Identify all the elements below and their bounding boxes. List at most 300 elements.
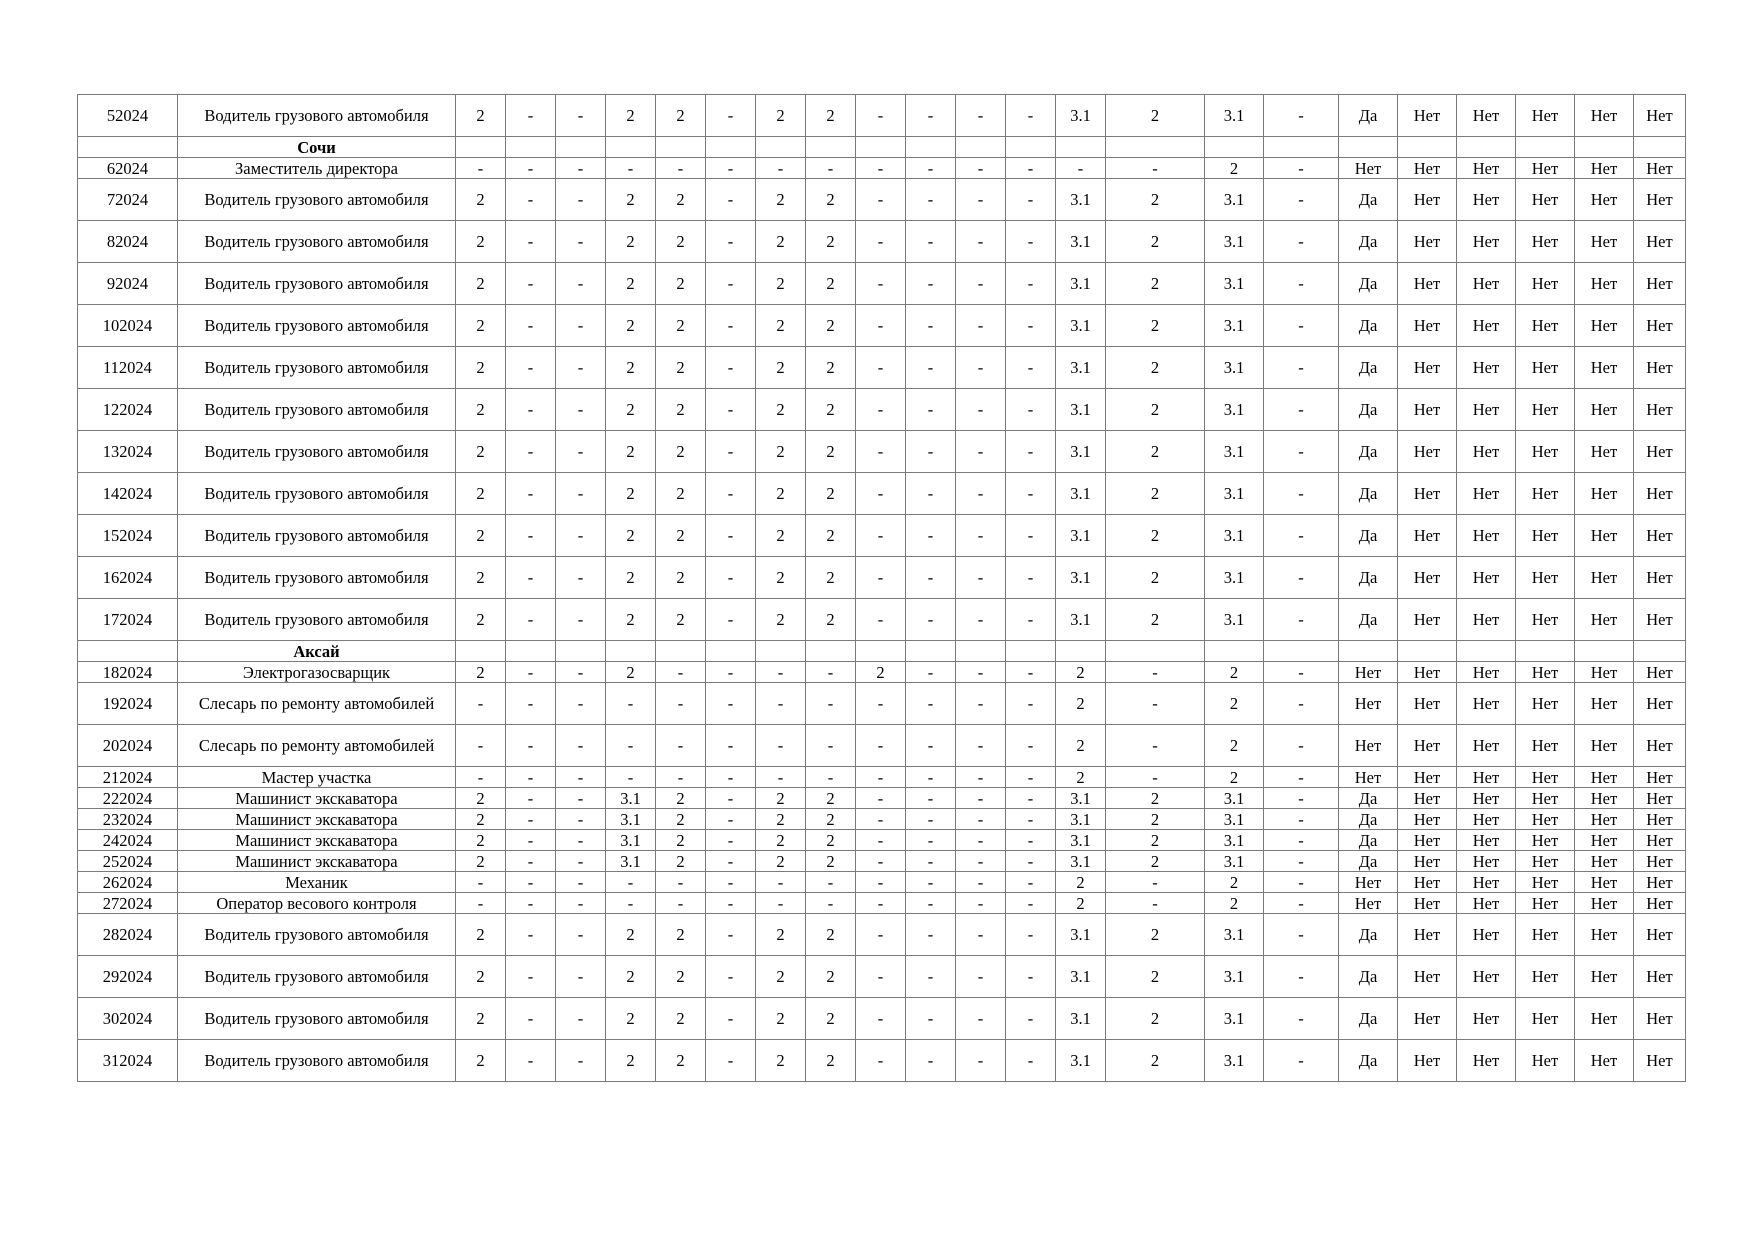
value-cell: -	[506, 809, 556, 830]
workplace-id-cell: 52024	[78, 95, 178, 137]
value-cell: -	[1106, 872, 1205, 893]
value-cell: Нет	[1575, 515, 1634, 557]
value-cell: Нет	[1457, 431, 1516, 473]
position-title-cell: Электрогазосварщик	[178, 662, 456, 683]
value-cell: Нет	[1398, 263, 1457, 305]
value-cell: 3.1	[1056, 851, 1106, 872]
workplace-id-cell: 142024	[78, 473, 178, 515]
value-cell: 2	[656, 851, 706, 872]
value-cell: -	[906, 683, 956, 725]
position-title-cell: Водитель грузового автомобиля	[178, 599, 456, 641]
value-cell: Да	[1339, 809, 1398, 830]
value-cell: Да	[1339, 515, 1398, 557]
value-cell: -	[556, 389, 606, 431]
empty-cell	[906, 137, 956, 158]
value-cell: 2	[756, 599, 806, 641]
value-cell: Нет	[1634, 389, 1686, 431]
value-cell: -	[556, 683, 606, 725]
value-cell: -	[506, 158, 556, 179]
value-cell: 2	[806, 515, 856, 557]
value-cell: -	[556, 914, 606, 956]
workplace-id-cell: 132024	[78, 431, 178, 473]
value-cell: -	[906, 788, 956, 809]
value-cell: 2	[1056, 872, 1106, 893]
value-cell: -	[506, 95, 556, 137]
value-cell: 3.1	[1056, 956, 1106, 998]
workplace-id-cell: 162024	[78, 557, 178, 599]
value-cell: 2	[656, 473, 706, 515]
value-cell: -	[856, 347, 906, 389]
value-cell: 3.1	[1056, 179, 1106, 221]
value-cell: -	[806, 683, 856, 725]
empty-cell	[1264, 137, 1339, 158]
value-cell: 3.1	[1205, 557, 1264, 599]
value-cell: Да	[1339, 179, 1398, 221]
position-title-cell: Машинист экскаватора	[178, 788, 456, 809]
table-row	[78, 515, 1686, 557]
value-cell: Нет	[1398, 158, 1457, 179]
value-cell: -	[706, 179, 756, 221]
position-title-cell: Водитель грузового автомобиля	[178, 473, 456, 515]
empty-cell	[756, 641, 806, 662]
value-cell: 2	[656, 557, 706, 599]
value-cell: 3.1	[1205, 95, 1264, 137]
value-cell: -	[856, 767, 906, 788]
value-cell: Нет	[1398, 683, 1457, 725]
value-cell: Нет	[1575, 956, 1634, 998]
value-cell: -	[706, 914, 756, 956]
value-cell: Нет	[1516, 914, 1575, 956]
value-cell: 2	[606, 347, 656, 389]
empty-cell	[1575, 641, 1634, 662]
value-cell: 3.1	[606, 809, 656, 830]
value-cell: -	[1264, 872, 1339, 893]
value-cell: -	[1006, 809, 1056, 830]
value-cell: 3.1	[1056, 788, 1106, 809]
value-cell: Нет	[1516, 956, 1575, 998]
value-cell: Нет	[1457, 347, 1516, 389]
section-row	[78, 137, 1686, 158]
value-cell: -	[906, 347, 956, 389]
value-cell: Нет	[1575, 179, 1634, 221]
value-cell: Нет	[1516, 599, 1575, 641]
value-cell: -	[1006, 557, 1056, 599]
value-cell: -	[706, 956, 756, 998]
table-row	[78, 788, 1686, 809]
value-cell: -	[1264, 179, 1339, 221]
table-row	[78, 347, 1686, 389]
workplace-id-cell: 212024	[78, 767, 178, 788]
empty-cell	[456, 641, 506, 662]
value-cell: Нет	[1457, 956, 1516, 998]
value-cell: -	[556, 1040, 606, 1082]
value-cell: 2	[756, 788, 806, 809]
value-cell: -	[506, 767, 556, 788]
value-cell: 2	[1106, 263, 1205, 305]
value-cell: -	[956, 788, 1006, 809]
value-cell: Нет	[1516, 767, 1575, 788]
value-cell: 3.1	[1056, 557, 1106, 599]
value-cell: -	[1264, 725, 1339, 767]
value-cell: 2	[606, 914, 656, 956]
value-cell: 3.1	[1205, 851, 1264, 872]
value-cell: -	[706, 473, 756, 515]
value-cell: -	[706, 662, 756, 683]
value-cell: -	[956, 767, 1006, 788]
value-cell: Нет	[1398, 788, 1457, 809]
position-title-cell: Водитель грузового автомобиля	[178, 431, 456, 473]
value-cell: Нет	[1398, 221, 1457, 263]
empty-cell	[656, 641, 706, 662]
value-cell: -	[1264, 305, 1339, 347]
value-cell: -	[506, 914, 556, 956]
value-cell: 2	[456, 179, 506, 221]
value-cell: 2	[806, 347, 856, 389]
table-row	[78, 956, 1686, 998]
value-cell: 3.1	[1205, 914, 1264, 956]
value-cell: 2	[456, 998, 506, 1040]
value-cell: 2	[756, 830, 806, 851]
value-cell: Нет	[1516, 725, 1575, 767]
value-cell: Нет	[1398, 725, 1457, 767]
position-title-cell: Водитель грузового автомобиля	[178, 1040, 456, 1082]
value-cell: 2	[606, 389, 656, 431]
value-cell: -	[1264, 473, 1339, 515]
value-cell: 2	[456, 431, 506, 473]
value-cell: Нет	[1634, 788, 1686, 809]
value-cell: Нет	[1634, 914, 1686, 956]
value-cell: 2	[656, 95, 706, 137]
value-cell: Нет	[1457, 872, 1516, 893]
value-cell: 2	[806, 179, 856, 221]
value-cell: -	[1264, 347, 1339, 389]
value-cell: -	[506, 872, 556, 893]
value-cell: -	[856, 221, 906, 263]
value-cell: -	[856, 473, 906, 515]
value-cell: 2	[806, 830, 856, 851]
value-cell: -	[856, 179, 906, 221]
value-cell: Нет	[1575, 830, 1634, 851]
value-cell: 2	[606, 95, 656, 137]
value-cell: -	[856, 431, 906, 473]
value-cell: -	[1264, 767, 1339, 788]
empty-cell	[506, 641, 556, 662]
value-cell: -	[656, 767, 706, 788]
value-cell: -	[1006, 1040, 1056, 1082]
value-cell: 3.1	[606, 830, 656, 851]
table-row	[78, 725, 1686, 767]
value-cell: -	[906, 767, 956, 788]
position-title-cell: Водитель грузового автомобиля	[178, 305, 456, 347]
value-cell: -	[906, 221, 956, 263]
value-cell: Нет	[1398, 872, 1457, 893]
table-row	[78, 179, 1686, 221]
value-cell: 2	[656, 221, 706, 263]
empty-cell	[506, 137, 556, 158]
value-cell: Да	[1339, 221, 1398, 263]
value-cell: 2	[1106, 809, 1205, 830]
value-cell: Нет	[1516, 389, 1575, 431]
empty-cell	[1205, 137, 1264, 158]
value-cell: -	[856, 557, 906, 599]
value-cell: Да	[1339, 599, 1398, 641]
value-cell: 2	[656, 305, 706, 347]
value-cell: -	[906, 725, 956, 767]
value-cell: Нет	[1575, 557, 1634, 599]
value-cell: -	[956, 998, 1006, 1040]
value-cell: Нет	[1634, 599, 1686, 641]
value-cell: 2	[1106, 347, 1205, 389]
position-title-cell: Мастер участка	[178, 767, 456, 788]
value-cell: Нет	[1339, 662, 1398, 683]
value-cell: 2	[456, 389, 506, 431]
value-cell: 2	[606, 515, 656, 557]
empty-cell	[806, 641, 856, 662]
value-cell: -	[706, 1040, 756, 1082]
value-cell: Нет	[1634, 95, 1686, 137]
workplace-id-cell: 112024	[78, 347, 178, 389]
value-cell: 2	[456, 305, 506, 347]
value-cell: -	[956, 725, 1006, 767]
value-cell: -	[556, 851, 606, 872]
value-cell: -	[956, 95, 1006, 137]
value-cell: -	[856, 1040, 906, 1082]
value-cell: 2	[1106, 998, 1205, 1040]
value-cell: Да	[1339, 830, 1398, 851]
workplace-id-cell: 232024	[78, 809, 178, 830]
value-cell: Нет	[1516, 893, 1575, 914]
value-cell: Нет	[1457, 158, 1516, 179]
value-cell: -	[906, 179, 956, 221]
value-cell: Нет	[1634, 515, 1686, 557]
table-row	[78, 683, 1686, 725]
value-cell: 2	[756, 809, 806, 830]
value-cell: 2	[806, 305, 856, 347]
value-cell: Нет	[1457, 305, 1516, 347]
value-cell: 2	[456, 263, 506, 305]
value-cell: -	[1106, 725, 1205, 767]
value-cell: Нет	[1457, 221, 1516, 263]
value-cell: 2	[656, 431, 706, 473]
value-cell: -	[706, 95, 756, 137]
value-cell: -	[1006, 95, 1056, 137]
value-cell: -	[1006, 788, 1056, 809]
value-cell: -	[956, 389, 1006, 431]
value-cell: -	[906, 431, 956, 473]
value-cell: -	[1006, 683, 1056, 725]
value-cell: -	[856, 893, 906, 914]
value-cell: 2	[1106, 389, 1205, 431]
value-cell: 2	[1106, 557, 1205, 599]
value-cell: 3.1	[1056, 809, 1106, 830]
value-cell: 3.1	[1056, 515, 1106, 557]
value-cell: Нет	[1457, 830, 1516, 851]
value-cell: -	[856, 158, 906, 179]
value-cell: Нет	[1575, 473, 1634, 515]
value-cell: -	[956, 557, 1006, 599]
value-cell: -	[706, 389, 756, 431]
value-cell: -	[906, 662, 956, 683]
value-cell: Да	[1339, 305, 1398, 347]
value-cell: 2	[656, 599, 706, 641]
value-cell: 2	[806, 473, 856, 515]
value-cell: 2	[806, 599, 856, 641]
empty-cell	[1106, 641, 1205, 662]
value-cell: Нет	[1516, 557, 1575, 599]
value-cell: 2	[806, 431, 856, 473]
value-cell: 2	[456, 788, 506, 809]
table-row	[78, 95, 1686, 137]
value-cell: -	[706, 767, 756, 788]
value-cell: 3.1	[1205, 599, 1264, 641]
value-cell: Нет	[1575, 158, 1634, 179]
value-cell: Нет	[1516, 305, 1575, 347]
value-cell: Да	[1339, 914, 1398, 956]
value-cell: Нет	[1457, 893, 1516, 914]
value-cell: -	[956, 158, 1006, 179]
value-cell: -	[1264, 662, 1339, 683]
value-cell: -	[706, 158, 756, 179]
value-cell: 2	[756, 956, 806, 998]
value-cell: -	[1264, 599, 1339, 641]
table-row	[78, 431, 1686, 473]
value-cell: Нет	[1398, 473, 1457, 515]
empty-cell	[1006, 137, 1056, 158]
value-cell: -	[1264, 893, 1339, 914]
value-cell: Нет	[1634, 158, 1686, 179]
value-cell: -	[556, 998, 606, 1040]
value-cell: -	[856, 95, 906, 137]
value-cell: Нет	[1339, 872, 1398, 893]
value-cell: 2	[656, 956, 706, 998]
value-cell: -	[1264, 557, 1339, 599]
value-cell: 3.1	[1056, 1040, 1106, 1082]
workplace-id-cell: 252024	[78, 851, 178, 872]
value-cell: -	[656, 725, 706, 767]
value-cell: -	[956, 263, 1006, 305]
value-cell: -	[906, 515, 956, 557]
value-cell: -	[656, 683, 706, 725]
value-cell: -	[556, 263, 606, 305]
value-cell: 3.1	[1056, 305, 1106, 347]
value-cell: Нет	[1339, 893, 1398, 914]
empty-cell	[1056, 137, 1106, 158]
table-row	[78, 473, 1686, 515]
value-cell: -	[956, 914, 1006, 956]
value-cell: Нет	[1398, 851, 1457, 872]
value-cell: -	[806, 767, 856, 788]
position-title-cell: Слесарь по ремонту автомобилей	[178, 725, 456, 767]
value-cell: 2	[756, 515, 806, 557]
value-cell: Нет	[1398, 809, 1457, 830]
value-cell: 2	[756, 179, 806, 221]
value-cell: 2	[1056, 683, 1106, 725]
value-cell: 2	[756, 263, 806, 305]
value-cell: -	[1006, 830, 1056, 851]
value-cell: -	[1264, 851, 1339, 872]
value-cell: Да	[1339, 1040, 1398, 1082]
value-cell: 2	[756, 221, 806, 263]
position-title-cell: Оператор весового контроля	[178, 893, 456, 914]
value-cell: -	[506, 662, 556, 683]
value-cell: -	[856, 515, 906, 557]
value-cell: 2	[806, 389, 856, 431]
value-cell: Да	[1339, 473, 1398, 515]
position-title-cell: Водитель грузового автомобиля	[178, 179, 456, 221]
empty-cell	[1398, 641, 1457, 662]
workplace-id-cell	[78, 641, 178, 662]
value-cell: -	[706, 725, 756, 767]
value-cell: 2	[756, 557, 806, 599]
value-cell: Нет	[1575, 95, 1634, 137]
empty-cell	[556, 137, 606, 158]
value-cell: Нет	[1457, 725, 1516, 767]
value-cell: 3.1	[606, 851, 656, 872]
value-cell: -	[656, 158, 706, 179]
value-cell: Нет	[1575, 809, 1634, 830]
table-row	[78, 767, 1686, 788]
value-cell: Да	[1339, 263, 1398, 305]
value-cell: -	[906, 599, 956, 641]
value-cell: 3.1	[1205, 956, 1264, 998]
value-cell: 2	[1205, 725, 1264, 767]
value-cell: -	[706, 872, 756, 893]
empty-cell	[956, 137, 1006, 158]
value-cell: -	[506, 1040, 556, 1082]
value-cell: -	[606, 872, 656, 893]
value-cell: -	[906, 872, 956, 893]
value-cell: -	[1006, 389, 1056, 431]
value-cell: 2	[1106, 95, 1205, 137]
value-cell: Нет	[1634, 263, 1686, 305]
value-cell: 2	[1205, 767, 1264, 788]
table-row	[78, 221, 1686, 263]
value-cell: Нет	[1516, 158, 1575, 179]
value-cell: -	[806, 893, 856, 914]
empty-cell	[1634, 641, 1686, 662]
empty-cell	[706, 137, 756, 158]
value-cell: 2	[606, 179, 656, 221]
value-cell: 3.1	[1205, 347, 1264, 389]
value-cell: -	[1264, 515, 1339, 557]
value-cell: -	[906, 956, 956, 998]
value-cell: Нет	[1575, 851, 1634, 872]
value-cell: 3.1	[1205, 809, 1264, 830]
value-cell: -	[956, 809, 1006, 830]
value-cell: 2	[606, 557, 656, 599]
table-row	[78, 599, 1686, 641]
value-cell: -	[556, 725, 606, 767]
empty-cell	[1006, 641, 1056, 662]
value-cell: -	[506, 998, 556, 1040]
value-cell: -	[1006, 431, 1056, 473]
value-cell: -	[856, 830, 906, 851]
value-cell: -	[806, 872, 856, 893]
value-cell: Нет	[1398, 557, 1457, 599]
position-title-cell: Водитель грузового автомобиля	[178, 95, 456, 137]
value-cell: -	[506, 221, 556, 263]
value-cell: -	[1264, 830, 1339, 851]
value-cell: -	[706, 830, 756, 851]
empty-cell	[1457, 137, 1516, 158]
value-cell: 2	[806, 557, 856, 599]
value-cell: -	[706, 263, 756, 305]
value-cell: -	[1264, 683, 1339, 725]
table-row	[78, 914, 1686, 956]
value-cell: -	[656, 872, 706, 893]
empty-cell	[1634, 137, 1686, 158]
value-cell: Нет	[1575, 767, 1634, 788]
